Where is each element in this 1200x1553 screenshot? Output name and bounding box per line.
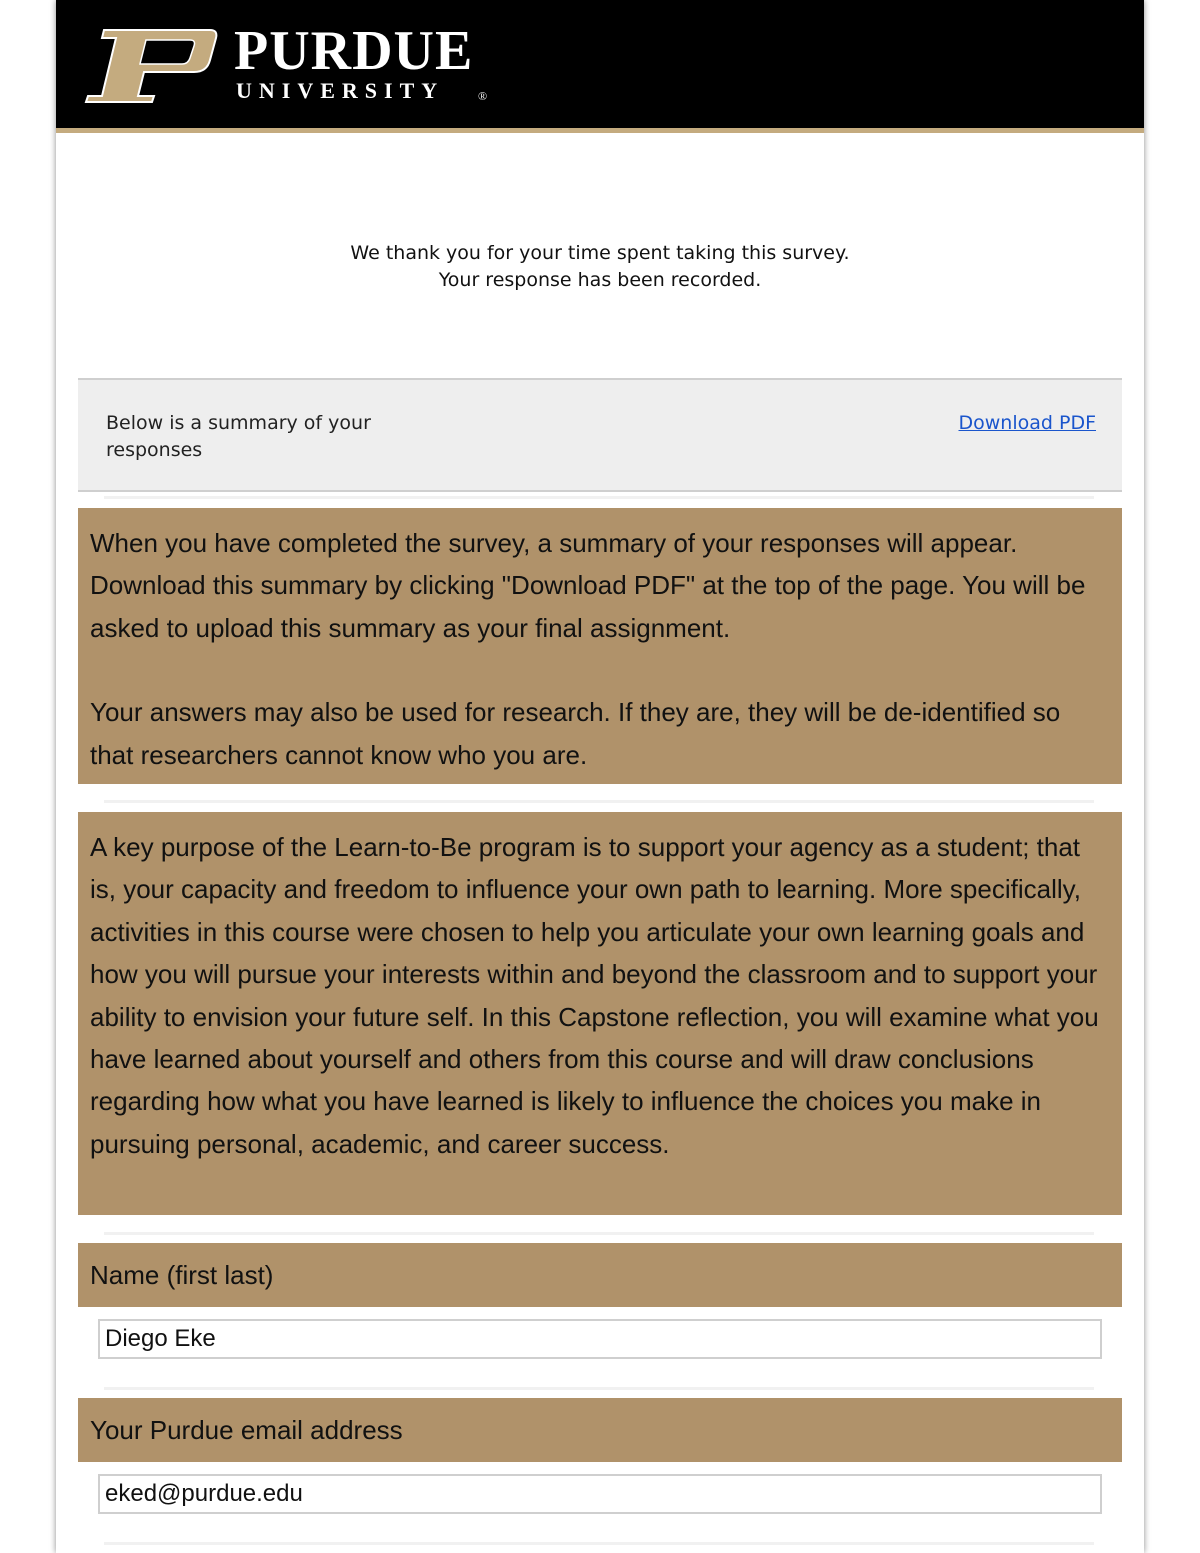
separator — [104, 1542, 1094, 1545]
confirmation-message — [56, 240, 1144, 294]
survey-page — [56, 0, 1144, 1553]
question-label-email: Your Purdue email address — [78, 1398, 1122, 1462]
answer-field-email[interactable]: eked@purdue.edu — [98, 1474, 1102, 1514]
intro-paragraph-2: Your answers may also be used for research. If they are, they will be de-identified so that researchers cannot know who you are. — [90, 697, 1061, 770]
separator — [104, 800, 1094, 803]
brand-name: PURDUE — [234, 20, 474, 82]
header-bar — [56, 0, 1144, 133]
confirmation-line-2: Your response has been recorded. — [438, 269, 762, 291]
purpose-text: A key purpose of the Learn-to-Be program is to support your agency as a student; that is, your capacity and freedom to influence your own path to learning. More specifically, activities in this course were chosen to help you articulate your own learning goals and how you will pursue your interests within and beyond the classroom and to support your ability to envision your future self. In this Capstone reflection, you will examine what you have learned about yourself and others from this course and will draw conclusions regarding how what you have learned is likely to influence the choices you make in pursuing personal, academic, and career success. — [90, 832, 1099, 1159]
purdue-p-logo-icon — [82, 26, 218, 104]
intro-paragraph-1: When you have completed the survey, a summary of your responses will appear. Download this summary by clicking "Download PDF" at the top of the page. You will be asked to upload this summary as your final assignment. — [90, 528, 1086, 643]
brand-subtitle: UNIVERSITY — [236, 78, 445, 103]
answer-field-name[interactable]: Diego Eke — [98, 1319, 1102, 1359]
confirmation-line-1: We thank you for your time spent taking this survey. — [350, 242, 850, 264]
summary-text: Below is a summary of your responses — [106, 412, 371, 461]
separator — [104, 496, 1094, 499]
summary-bar — [78, 378, 1122, 492]
separator — [104, 1387, 1094, 1390]
registered-mark: ® — [478, 89, 488, 103]
separator — [104, 1232, 1094, 1235]
intro-block — [78, 508, 1122, 784]
download-pdf-link[interactable]: Download PDF — [958, 412, 1096, 434]
question-label-name: Name (first last) — [78, 1243, 1122, 1307]
purpose-block — [78, 812, 1122, 1215]
